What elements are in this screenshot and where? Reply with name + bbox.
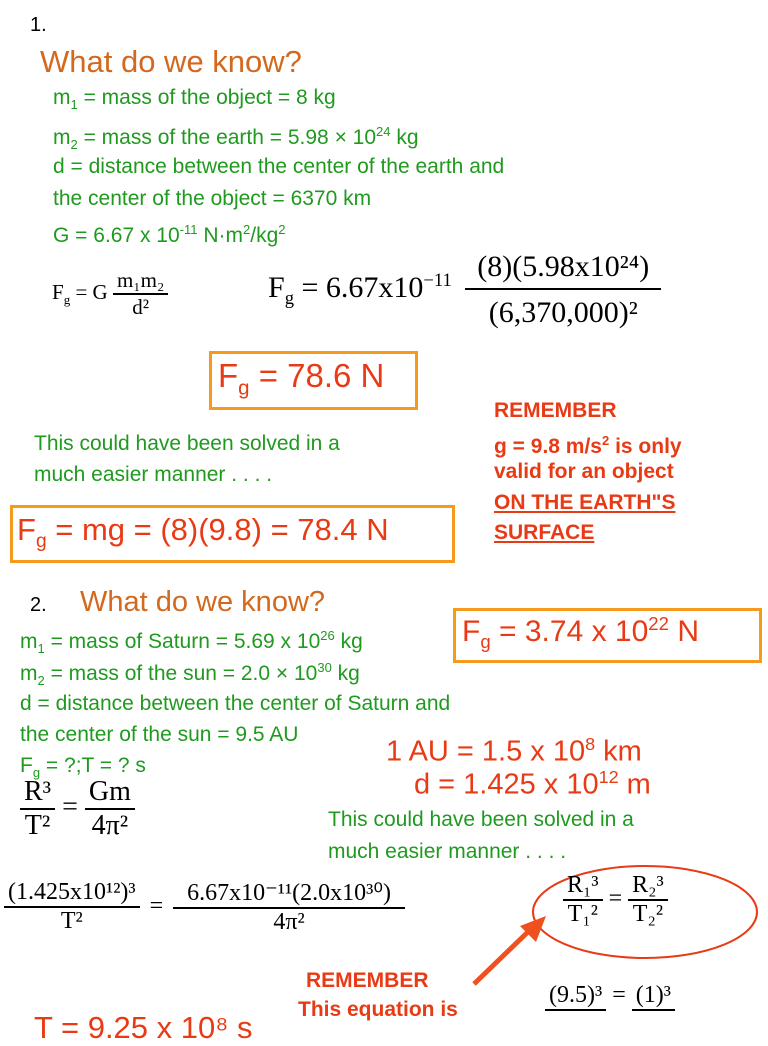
p2-remember-line1: This equation is bbox=[298, 998, 458, 1021]
p1-easier-line2: much easier manner . . . . bbox=[34, 463, 273, 486]
p1-remember-line4: SURFACE bbox=[494, 521, 595, 544]
problem-1-heading: What do we know? bbox=[40, 44, 302, 79]
p1-gravitational-constant: G = 6.67 x $10^{-11}$ $N\cdot m^2/kg^2$ bbox=[53, 222, 286, 247]
p2-easier-line2: much easier manner . . . . bbox=[328, 840, 567, 863]
p2-kepler-substitution: $\frac{\text{(1.425x10¹²)³}}{\text{T²}}$ = $\frac{\text{6.67x10⁻¹¹(2.0x10³⁰)}}{\text{4π²}}$ bbox=[4, 878, 405, 936]
p2-unknowns: $F_g$ = ?;T = ? s bbox=[20, 754, 146, 781]
p1-mass-earth: $m_2$ = mass of the earth = $5.98 \times 10^{24}$ kg bbox=[53, 124, 419, 153]
p1-remember-line2: valid for an object bbox=[494, 460, 674, 483]
p2-kepler-formula: $\frac{\text{R³}}{\text{T²}}$ = $\frac{Gm}{\text{4π²}}$ bbox=[20, 776, 135, 842]
p2-bottom-ratio: (9.5)³ = (1)³ bbox=[545, 982, 675, 1011]
p1-gravity-formula: $F_g = G$ $\frac{\text{m₁m₂}}{\text{d²}}$ bbox=[52, 268, 168, 320]
p2-result: $F_g = 3.74$ x $10^{22}$ N bbox=[462, 613, 699, 652]
p1-distance-line1: d = distance between the center of the earth and bbox=[53, 155, 505, 178]
p1-gravity-substitution: $F_g = 6.67x10^{-11}$ $\frac{\text{(8)(5.98x10²⁴)}}{\text{(6,370,000)²}}$ bbox=[268, 250, 661, 330]
p1-mass-object: $m_1$ = mass of the object = 8 kg bbox=[53, 86, 336, 113]
p1-remember-title: REMEMBER bbox=[494, 399, 617, 422]
p1-remember-line3: ON THE EARTH"S bbox=[494, 491, 676, 514]
p1-mg-result: $F_g$ = mg = (8)(9.8) = 78.4 N bbox=[17, 512, 389, 553]
arrow-icon bbox=[466, 912, 556, 992]
p1-remember-line1: g = 9.8 $m/s^2$ is only bbox=[494, 433, 682, 458]
p2-remember-title: REMEMBER bbox=[306, 969, 429, 992]
p2-answer: T = 9.25 x 10⁸ s bbox=[34, 1010, 253, 1045]
problem-1-number: 1. bbox=[30, 14, 47, 36]
p1-distance-line2: the center of the object = 6370 km bbox=[53, 187, 372, 210]
p2-mass-sun: $m_2$ = mass of the sun = $2.0 \times 10^{30}$ kg bbox=[20, 660, 360, 689]
p2-easier-line1: This could have been solved in a bbox=[328, 808, 634, 831]
p2-ratio-formula: $\frac{\text{R₁³}}{\text{T₁²}}$ = $\frac{\text{R₂³}}{\text{T₂²}}$ bbox=[563, 872, 668, 928]
p2-distance-line2: the center of the sun = 9.5 AU bbox=[20, 723, 299, 746]
p2-au-conversion: 1 AU = 1.5 x $10^8$ km bbox=[386, 734, 642, 768]
p2-distance-line1: d = distance between the center of Saturn and bbox=[20, 692, 451, 715]
p2-distance-meters: d = 1.425 x $10^{12}$ m bbox=[414, 767, 651, 801]
p2-mass-saturn: $m_1$ = mass of Saturn = 5.69 x $10^{26}$ kg bbox=[20, 628, 363, 657]
p1-easier-line1: This could have been solved in a bbox=[34, 432, 340, 455]
problem-2-heading: What do we know? bbox=[80, 586, 326, 618]
p1-result: $F_g = 78.6$ N bbox=[218, 357, 385, 400]
problem-2-number: 2. bbox=[30, 594, 47, 616]
